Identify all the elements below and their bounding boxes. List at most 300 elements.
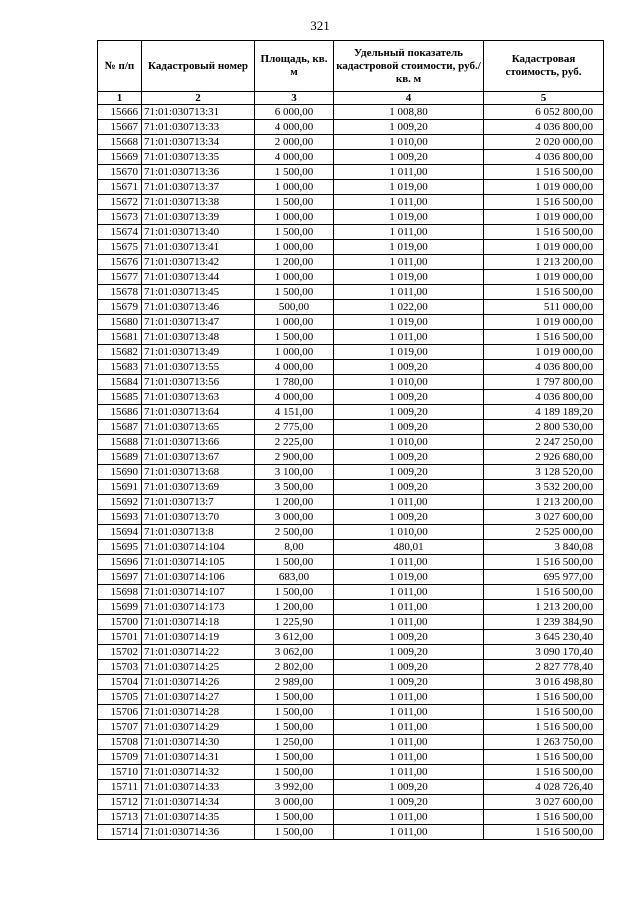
table-row xyxy=(98,525,604,540)
specific-value-cell: 1 011,00 xyxy=(334,720,484,735)
cadastral-number-cell: 71:01:030713:47 xyxy=(142,315,255,330)
row-number-cell: 15703 xyxy=(98,660,142,675)
cadastral-number-cell: 71:01:030713:31 xyxy=(142,105,255,120)
specific-value-cell: 1 009,20 xyxy=(334,420,484,435)
cadastral-number-cell: 71:01:030713:65 xyxy=(142,420,255,435)
area-cell: 3 062,00 xyxy=(255,645,334,660)
area-cell: 1 500,00 xyxy=(255,720,334,735)
specific-value-cell: 1 011,00 xyxy=(334,735,484,750)
cadastral-number-cell: 71:01:030713:8 xyxy=(142,525,255,540)
cadastral-value-cell: 1 516 500,00 xyxy=(484,810,604,825)
area-cell: 1 200,00 xyxy=(255,495,334,510)
area-cell: 4 000,00 xyxy=(255,120,334,135)
table-row xyxy=(98,540,604,555)
row-number-cell: 15675 xyxy=(98,240,142,255)
cadastral-value-cell: 1 516 500,00 xyxy=(484,825,604,840)
area-cell: 1 500,00 xyxy=(255,750,334,765)
cadastral-number-cell: 71:01:030714:30 xyxy=(142,735,255,750)
row-number-cell: 15700 xyxy=(98,615,142,630)
row-number-cell: 15683 xyxy=(98,360,142,375)
specific-value-cell: 1 011,00 xyxy=(334,690,484,705)
cadastral-value-table xyxy=(97,40,604,840)
specific-value-cell: 1 009,20 xyxy=(334,150,484,165)
cadastral-number-cell: 71:01:030713:45 xyxy=(142,285,255,300)
specific-value-cell: 1 019,00 xyxy=(334,345,484,360)
specific-value-cell: 1 010,00 xyxy=(334,435,484,450)
row-number-cell: 15686 xyxy=(98,405,142,420)
cadastral-number-cell: 71:01:030714:28 xyxy=(142,705,255,720)
table-row xyxy=(98,720,604,735)
cadastral-number-cell: 71:01:030714:106 xyxy=(142,570,255,585)
area-cell: 1 500,00 xyxy=(255,810,334,825)
area-cell: 2 802,00 xyxy=(255,660,334,675)
table-row xyxy=(98,735,604,750)
cadastral-value-cell: 1 019 000,00 xyxy=(484,345,604,360)
area-cell: 1 000,00 xyxy=(255,210,334,225)
area-cell: 1 000,00 xyxy=(255,315,334,330)
cadastral-number-cell: 71:01:030714:35 xyxy=(142,810,255,825)
row-number-cell: 15688 xyxy=(98,435,142,450)
area-cell: 1 225,90 xyxy=(255,615,334,630)
cadastral-value-cell: 1 019 000,00 xyxy=(484,240,604,255)
table-row xyxy=(98,495,604,510)
cadastral-value-cell: 4 036 800,00 xyxy=(484,150,604,165)
cadastral-number-cell: 71:01:030713:42 xyxy=(142,255,255,270)
specific-value-cell: 1 011,00 xyxy=(334,330,484,345)
row-number-cell: 15681 xyxy=(98,330,142,345)
cadastral-value-cell: 1 239 384,90 xyxy=(484,615,604,630)
specific-value-cell: 1 010,00 xyxy=(334,135,484,150)
specific-value-cell: 1 010,00 xyxy=(334,525,484,540)
area-cell: 6 000,00 xyxy=(255,105,334,120)
row-number-cell: 15698 xyxy=(98,585,142,600)
table-row xyxy=(98,285,604,300)
cadastral-number-cell: 71:01:030713:38 xyxy=(142,195,255,210)
row-number-cell: 15693 xyxy=(98,510,142,525)
specific-value-cell: 1 009,20 xyxy=(334,660,484,675)
cadastral-number-cell: 71:01:030714:33 xyxy=(142,780,255,795)
column-number: 3 xyxy=(255,92,334,105)
table-row xyxy=(98,360,604,375)
cadastral-number-cell: 71:01:030713:34 xyxy=(142,135,255,150)
table-row xyxy=(98,660,604,675)
area-cell: 1 500,00 xyxy=(255,555,334,570)
row-number-cell: 15714 xyxy=(98,825,142,840)
row-number-cell: 15669 xyxy=(98,150,142,165)
table-row xyxy=(98,435,604,450)
area-cell: 2 775,00 xyxy=(255,420,334,435)
column-number: 5 xyxy=(484,92,604,105)
area-cell: 2 000,00 xyxy=(255,135,334,150)
row-number-cell: 15670 xyxy=(98,165,142,180)
row-number-cell: 15687 xyxy=(98,420,142,435)
cadastral-value-cell: 3 840,08 xyxy=(484,540,604,555)
specific-value-cell: 480,01 xyxy=(334,540,484,555)
table-row xyxy=(98,165,604,180)
table-row xyxy=(98,270,604,285)
cadastral-value-cell: 2 827 778,40 xyxy=(484,660,604,675)
area-cell: 1 500,00 xyxy=(255,330,334,345)
row-number-cell: 15692 xyxy=(98,495,142,510)
cadastral-value-cell: 1 516 500,00 xyxy=(484,195,604,210)
specific-value-cell: 1 009,20 xyxy=(334,405,484,420)
specific-value-cell: 1 011,00 xyxy=(334,615,484,630)
header-cadastral-number: Кадастровый номер xyxy=(142,41,255,92)
column-number: 4 xyxy=(334,92,484,105)
cadastral-value-cell: 3 645 230,40 xyxy=(484,630,604,645)
table-row xyxy=(98,645,604,660)
table-row xyxy=(98,615,604,630)
specific-value-cell: 1 011,00 xyxy=(334,165,484,180)
area-cell: 1 500,00 xyxy=(255,585,334,600)
area-cell: 4 000,00 xyxy=(255,360,334,375)
table-row xyxy=(98,795,604,810)
cadastral-number-cell: 71:01:030713:39 xyxy=(142,210,255,225)
area-cell: 1 250,00 xyxy=(255,735,334,750)
table-row xyxy=(98,135,604,150)
specific-value-cell: 1 011,00 xyxy=(334,810,484,825)
row-number-cell: 15697 xyxy=(98,570,142,585)
row-number-cell: 15667 xyxy=(98,120,142,135)
area-cell: 4 151,00 xyxy=(255,405,334,420)
table-row xyxy=(98,600,604,615)
cadastral-number-cell: 71:01:030713:63 xyxy=(142,390,255,405)
table-row xyxy=(98,315,604,330)
table-row xyxy=(98,180,604,195)
header-specific-value: Удельный показатель кадастровой стоимости, руб./кв. м xyxy=(334,41,484,92)
cadastral-value-cell: 1 516 500,00 xyxy=(484,690,604,705)
row-number-cell: 15677 xyxy=(98,270,142,285)
specific-value-cell: 1 011,00 xyxy=(334,765,484,780)
table-row xyxy=(98,570,604,585)
cadastral-value-cell: 2 247 250,00 xyxy=(484,435,604,450)
specific-value-cell: 1 019,00 xyxy=(334,210,484,225)
specific-value-cell: 1 019,00 xyxy=(334,315,484,330)
specific-value-cell: 1 009,20 xyxy=(334,630,484,645)
cadastral-number-cell: 71:01:030714:104 xyxy=(142,540,255,555)
table-row xyxy=(98,375,604,390)
cadastral-number-cell: 71:01:030713:48 xyxy=(142,330,255,345)
table-row xyxy=(98,810,604,825)
cadastral-value-cell: 3 027 600,00 xyxy=(484,795,604,810)
column-number: 1 xyxy=(98,92,142,105)
cadastral-value-cell: 695 977,00 xyxy=(484,570,604,585)
specific-value-cell: 1 019,00 xyxy=(334,180,484,195)
row-number-cell: 15711 xyxy=(98,780,142,795)
table-row xyxy=(98,150,604,165)
cadastral-number-cell: 71:01:030713:69 xyxy=(142,480,255,495)
specific-value-cell: 1 019,00 xyxy=(334,270,484,285)
specific-value-cell: 1 009,20 xyxy=(334,465,484,480)
row-number-cell: 15694 xyxy=(98,525,142,540)
cadastral-number-cell: 71:01:030714:105 xyxy=(142,555,255,570)
row-number-cell: 15671 xyxy=(98,180,142,195)
cadastral-number-cell: 71:01:030714:25 xyxy=(142,660,255,675)
row-number-cell: 15679 xyxy=(98,300,142,315)
area-cell: 1 000,00 xyxy=(255,240,334,255)
specific-value-cell: 1 011,00 xyxy=(334,825,484,840)
area-cell: 1 000,00 xyxy=(255,345,334,360)
row-number-cell: 15702 xyxy=(98,645,142,660)
area-cell: 3 000,00 xyxy=(255,795,334,810)
cadastral-number-cell: 71:01:030714:31 xyxy=(142,750,255,765)
header-area: Площадь, кв. м xyxy=(255,41,334,92)
table-row xyxy=(98,225,604,240)
area-cell: 3 000,00 xyxy=(255,510,334,525)
cadastral-number-cell: 71:01:030713:67 xyxy=(142,450,255,465)
cadastral-number-cell: 71:01:030713:68 xyxy=(142,465,255,480)
cadastral-number-cell: 71:01:030713:37 xyxy=(142,180,255,195)
cadastral-value-cell: 1 213 200,00 xyxy=(484,600,604,615)
area-cell: 500,00 xyxy=(255,300,334,315)
cadastral-value-cell: 1 213 200,00 xyxy=(484,255,604,270)
row-number-cell: 15668 xyxy=(98,135,142,150)
cadastral-value-cell: 4 189 189,20 xyxy=(484,405,604,420)
row-number-cell: 15708 xyxy=(98,735,142,750)
cadastral-value-cell: 3 090 170,40 xyxy=(484,645,604,660)
specific-value-cell: 1 009,20 xyxy=(334,645,484,660)
row-number-cell: 15684 xyxy=(98,375,142,390)
area-cell: 1 500,00 xyxy=(255,690,334,705)
area-cell: 1 200,00 xyxy=(255,600,334,615)
row-number-cell: 15707 xyxy=(98,720,142,735)
area-cell: 2 900,00 xyxy=(255,450,334,465)
cadastral-number-cell: 71:01:030714:32 xyxy=(142,765,255,780)
specific-value-cell: 1 009,20 xyxy=(334,675,484,690)
table-row xyxy=(98,300,604,315)
cadastral-number-cell: 71:01:030713:40 xyxy=(142,225,255,240)
area-cell: 3 500,00 xyxy=(255,480,334,495)
cadastral-number-cell: 71:01:030714:27 xyxy=(142,690,255,705)
column-number: 2 xyxy=(142,92,255,105)
area-cell: 2 225,00 xyxy=(255,435,334,450)
cadastral-value-cell: 1 516 500,00 xyxy=(484,750,604,765)
table-row xyxy=(98,825,604,840)
cadastral-value-cell: 3 027 600,00 xyxy=(484,510,604,525)
table-row xyxy=(98,465,604,480)
cadastral-number-cell: 71:01:030713:41 xyxy=(142,240,255,255)
cadastral-number-cell: 71:01:030713:33 xyxy=(142,120,255,135)
cadastral-value-cell: 4 036 800,00 xyxy=(484,390,604,405)
area-cell: 1 500,00 xyxy=(255,225,334,240)
specific-value-cell: 1 009,20 xyxy=(334,120,484,135)
area-cell: 8,00 xyxy=(255,540,334,555)
table-row xyxy=(98,420,604,435)
specific-value-cell: 1 009,20 xyxy=(334,510,484,525)
row-number-cell: 15696 xyxy=(98,555,142,570)
cadastral-value-cell: 1 516 500,00 xyxy=(484,720,604,735)
specific-value-cell: 1 011,00 xyxy=(334,585,484,600)
area-cell: 2 989,00 xyxy=(255,675,334,690)
specific-value-cell: 1 008,80 xyxy=(334,105,484,120)
specific-value-cell: 1 011,00 xyxy=(334,255,484,270)
cadastral-number-cell: 71:01:030713:55 xyxy=(142,360,255,375)
table-row xyxy=(98,585,604,600)
cadastral-value-cell: 2 020 000,00 xyxy=(484,135,604,150)
row-number-cell: 15682 xyxy=(98,345,142,360)
cadastral-value-cell: 1 019 000,00 xyxy=(484,315,604,330)
area-cell: 683,00 xyxy=(255,570,334,585)
row-number-cell: 15713 xyxy=(98,810,142,825)
specific-value-cell: 1 009,20 xyxy=(334,360,484,375)
cadastral-number-cell: 71:01:030714:29 xyxy=(142,720,255,735)
row-number-cell: 15680 xyxy=(98,315,142,330)
specific-value-cell: 1 009,20 xyxy=(334,480,484,495)
specific-value-cell: 1 009,20 xyxy=(334,780,484,795)
specific-value-cell: 1 011,00 xyxy=(334,195,484,210)
table-row xyxy=(98,345,604,360)
row-number-cell: 15676 xyxy=(98,255,142,270)
specific-value-cell: 1 011,00 xyxy=(334,555,484,570)
cadastral-number-cell: 71:01:030714:173 xyxy=(142,600,255,615)
row-number-cell: 15701 xyxy=(98,630,142,645)
cadastral-value-cell: 1 797 800,00 xyxy=(484,375,604,390)
table-row xyxy=(98,405,604,420)
cadastral-number-cell: 71:01:030713:64 xyxy=(142,405,255,420)
cadastral-number-cell: 71:01:030714:26 xyxy=(142,675,255,690)
cadastral-value-cell: 6 052 800,00 xyxy=(484,105,604,120)
area-cell: 1 500,00 xyxy=(255,825,334,840)
table-row xyxy=(98,195,604,210)
area-cell: 4 000,00 xyxy=(255,150,334,165)
row-number-cell: 15685 xyxy=(98,390,142,405)
row-number-cell: 15672 xyxy=(98,195,142,210)
specific-value-cell: 1 011,00 xyxy=(334,750,484,765)
area-cell: 1 500,00 xyxy=(255,195,334,210)
specific-value-cell: 1 011,00 xyxy=(334,600,484,615)
specific-value-cell: 1 022,00 xyxy=(334,300,484,315)
table-row xyxy=(98,705,604,720)
table-row xyxy=(98,555,604,570)
specific-value-cell: 1 011,00 xyxy=(334,285,484,300)
area-cell: 3 612,00 xyxy=(255,630,334,645)
cadastral-value-cell: 1 516 500,00 xyxy=(484,585,604,600)
area-cell: 1 500,00 xyxy=(255,705,334,720)
table-row xyxy=(98,390,604,405)
row-number-cell: 15690 xyxy=(98,465,142,480)
area-cell: 1 500,00 xyxy=(255,165,334,180)
table-row xyxy=(98,780,604,795)
specific-value-cell: 1 009,20 xyxy=(334,390,484,405)
table-row xyxy=(98,210,604,225)
cadastral-value-cell: 4 036 800,00 xyxy=(484,360,604,375)
cadastral-value-cell: 1 019 000,00 xyxy=(484,270,604,285)
cadastral-number-cell: 71:01:030713:49 xyxy=(142,345,255,360)
cadastral-value-cell: 511 000,00 xyxy=(484,300,604,315)
table-row xyxy=(98,510,604,525)
cadastral-value-cell: 1 516 500,00 xyxy=(484,165,604,180)
table-row xyxy=(98,750,604,765)
row-number-cell: 15678 xyxy=(98,285,142,300)
cadastral-value-cell: 4 028 726,40 xyxy=(484,780,604,795)
header-row-number: № п/п xyxy=(98,41,142,92)
cadastral-number-cell: 71:01:030713:56 xyxy=(142,375,255,390)
table-row xyxy=(98,330,604,345)
cadastral-number-cell: 71:01:030713:66 xyxy=(142,435,255,450)
area-cell: 1 200,00 xyxy=(255,255,334,270)
specific-value-cell: 1 019,00 xyxy=(334,570,484,585)
row-number-cell: 15704 xyxy=(98,675,142,690)
cadastral-value-cell: 2 926 680,00 xyxy=(484,450,604,465)
table-body xyxy=(98,105,604,840)
row-number-cell: 15666 xyxy=(98,105,142,120)
cadastral-number-cell: 71:01:030713:35 xyxy=(142,150,255,165)
table-row xyxy=(98,480,604,495)
table-row xyxy=(98,675,604,690)
cadastral-number-cell: 71:01:030713:36 xyxy=(142,165,255,180)
cadastral-number-cell: 71:01:030713:7 xyxy=(142,495,255,510)
table-header-row xyxy=(98,41,604,92)
cadastral-value-cell: 1 213 200,00 xyxy=(484,495,604,510)
cadastral-value-cell: 2 525 000,00 xyxy=(484,525,604,540)
specific-value-cell: 1 009,20 xyxy=(334,795,484,810)
table-row xyxy=(98,105,604,120)
area-cell: 1 500,00 xyxy=(255,285,334,300)
page-number: 321 xyxy=(310,18,330,33)
cadastral-value-cell: 1 516 500,00 xyxy=(484,555,604,570)
cadastral-value-cell: 3 016 498,80 xyxy=(484,675,604,690)
header-cadastral-value: Кадастровая стоимость, руб. xyxy=(484,41,604,92)
row-number-cell: 15691 xyxy=(98,480,142,495)
row-number-cell: 15706 xyxy=(98,705,142,720)
row-number-cell: 15699 xyxy=(98,600,142,615)
cadastral-number-cell: 71:01:030714:19 xyxy=(142,630,255,645)
cadastral-number-cell: 71:01:030714:36 xyxy=(142,825,255,840)
cadastral-value-cell: 1 516 500,00 xyxy=(484,705,604,720)
area-cell: 4 000,00 xyxy=(255,390,334,405)
area-cell: 1 000,00 xyxy=(255,270,334,285)
area-cell: 2 500,00 xyxy=(255,525,334,540)
area-cell: 1 500,00 xyxy=(255,765,334,780)
cadastral-number-cell: 71:01:030713:44 xyxy=(142,270,255,285)
column-number-row xyxy=(98,92,604,105)
table-row xyxy=(98,120,604,135)
specific-value-cell: 1 019,00 xyxy=(334,240,484,255)
area-cell: 3 992,00 xyxy=(255,780,334,795)
cadastral-number-cell: 71:01:030714:34 xyxy=(142,795,255,810)
cadastral-value-cell: 3 532 200,00 xyxy=(484,480,604,495)
row-number-cell: 15673 xyxy=(98,210,142,225)
cadastral-value-cell: 1 516 500,00 xyxy=(484,330,604,345)
cadastral-value-cell: 1 019 000,00 xyxy=(484,180,604,195)
specific-value-cell: 1 010,00 xyxy=(334,375,484,390)
cadastral-value-cell: 1 516 500,00 xyxy=(484,225,604,240)
specific-value-cell: 1 009,20 xyxy=(334,450,484,465)
cadastral-value-cell: 2 800 530,00 xyxy=(484,420,604,435)
cadastral-value-cell: 1 263 750,00 xyxy=(484,735,604,750)
table-row xyxy=(98,240,604,255)
cadastral-value-cell: 3 128 520,00 xyxy=(484,465,604,480)
row-number-cell: 15709 xyxy=(98,750,142,765)
cadastral-value-cell: 4 036 800,00 xyxy=(484,120,604,135)
cadastral-number-cell: 71:01:030714:107 xyxy=(142,585,255,600)
row-number-cell: 15695 xyxy=(98,540,142,555)
cadastral-value-cell: 1 019 000,00 xyxy=(484,210,604,225)
cadastral-value-cell: 1 516 500,00 xyxy=(484,285,604,300)
cadastral-number-cell: 71:01:030714:18 xyxy=(142,615,255,630)
table-row xyxy=(98,630,604,645)
cadastral-value-cell: 1 516 500,00 xyxy=(484,765,604,780)
specific-value-cell: 1 011,00 xyxy=(334,225,484,240)
table-row xyxy=(98,690,604,705)
row-number-cell: 15689 xyxy=(98,450,142,465)
area-cell: 1 000,00 xyxy=(255,180,334,195)
specific-value-cell: 1 011,00 xyxy=(334,705,484,720)
area-cell: 1 780,00 xyxy=(255,375,334,390)
row-number-cell: 15674 xyxy=(98,225,142,240)
cadastral-number-cell: 71:01:030713:70 xyxy=(142,510,255,525)
area-cell: 3 100,00 xyxy=(255,465,334,480)
